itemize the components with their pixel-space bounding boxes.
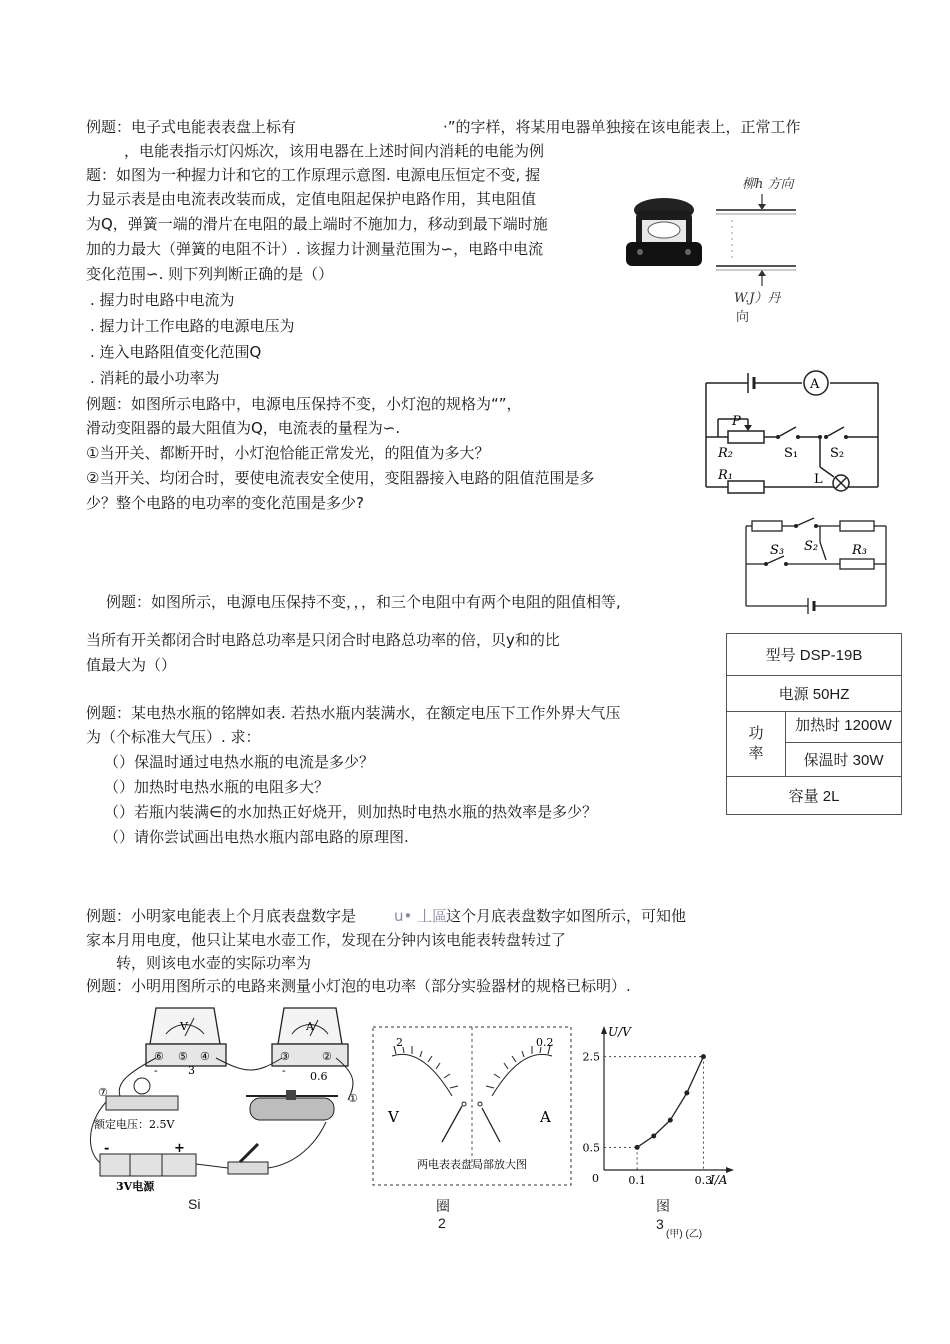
terminal-1: ① <box>348 1092 358 1105</box>
terminal-3: ③ <box>280 1050 290 1063</box>
ex6-line3: 转，则该电水壶的实际功率为 <box>116 954 312 972</box>
figure3-caption-c: (甲) (乙) <box>666 1229 703 1240</box>
s2-label: S₂ <box>830 446 845 461</box>
x-tick-label: 0.1 <box>628 1174 646 1187</box>
ex2-line: 题：如图为一种握力计和它的工作原理示意图. 电源电压恒定不变, 握 <box>86 166 541 184</box>
dial-v-label: V <box>388 1108 399 1126</box>
ex2-option: . 连入电路阻值变化范围Q <box>90 343 262 361</box>
ex3-line: ②当开关、均闭合时，要使电流表安全使用，变阻器接入电路的阻值范围是多 <box>86 469 595 487</box>
ex5-question: （）请你尝试画出电热水瓶内部电路的原理图. <box>104 828 409 846</box>
ex3-line: 少？整个电路的电功率的变化范围是多少? <box>86 494 364 512</box>
data-point <box>701 1054 706 1059</box>
grip-schematic <box>712 172 822 332</box>
ex4-line: 值最大为（） <box>86 656 177 674</box>
minus-v: - <box>154 1064 158 1077</box>
v-range-3: 3 <box>188 1064 195 1077</box>
ex3-line: 例题：如图所示电路中，电源电压保持不变，小灯泡的规格为“”， <box>86 395 522 413</box>
ex4-line: 当所有开关都闭合时电路总功率是只闭合时电路总功率的倍，贝y和的比 <box>86 631 560 649</box>
ex4-line: 例题：如图所示，电源电压保持不变，，，和三个电阻中有两个电阻的阻值相等, <box>106 593 621 611</box>
x-tick-label: 0.3 <box>694 1174 713 1187</box>
terminal-5: ⑤ <box>178 1050 188 1063</box>
origin-label: 0 <box>592 1172 599 1185</box>
s2-label-fig2: S₂ <box>804 539 819 554</box>
ex5-question: （）加热时电热水瓶的电阻多大？ <box>104 778 330 796</box>
figure3-caption-a: 图 <box>656 1198 670 1214</box>
battery-minus: - <box>104 1141 110 1156</box>
ex5-line: 为（个标准大气压）. 求： <box>86 728 261 746</box>
power-label-a: 功 <box>748 725 764 742</box>
ex6-meter-reading: u• 丄區 <box>394 907 448 925</box>
terminal-7: ⑦ <box>98 1086 108 1099</box>
ex5-question: （）保温时通过电热水瓶的电流是多少？ <box>104 753 375 771</box>
s3-label: S₃ <box>770 543 785 558</box>
ammeter-label: A <box>810 377 820 392</box>
y-axis-arrow <box>601 1026 607 1034</box>
ex1-line1-end: ·”的字样，将某用电器单独接在该电能表上，正常工作 <box>443 118 801 136</box>
capacity-cell: 容量 2L <box>727 777 902 815</box>
bottom-force-label: W.J）丹 <box>734 291 781 306</box>
data-point <box>668 1118 673 1123</box>
y-tick-label: 0.5 <box>582 1141 600 1155</box>
data-point <box>684 1090 689 1095</box>
supply-cell: 电源 50HZ <box>727 676 902 712</box>
data-point <box>635 1145 640 1150</box>
source-label: 3V电源 <box>116 1180 155 1193</box>
ex6-line2: 家本月用电度，他只让某电水壶工作，发现在分钟内该电能表转盘转过了 <box>86 931 567 949</box>
nameplate-table <box>726 633 902 815</box>
ex7-line1: 例题：小明用图所示的电路来测量小灯泡的电功率（部分实验器材的规格已标明）. <box>86 977 631 995</box>
figure3-caption-b: 3 <box>656 1216 664 1232</box>
lamp-label: L <box>814 472 823 487</box>
ex2-line: 为Q，弹簧一端的滑片在电阻的最上端时不施加力，移动到最下端时施 <box>86 215 548 233</box>
ex3-line: 滑动变阻器的最大阻值为Q，电流表的量程为∽. <box>86 419 401 437</box>
circuit-diagram-1 <box>698 365 888 500</box>
figure2-caption-a: 圈 <box>436 1198 450 1214</box>
figure2-caption-b: 2 <box>438 1215 446 1231</box>
power-label-cell <box>727 712 786 777</box>
ex1-line2: ，电能表指示灯闪烁次，该用电器在上述时间内消耗的电能为例 <box>124 142 545 160</box>
ex1-line1: 例题：电子式电能表表盘上标有 <box>86 118 297 136</box>
ex5-line: 例题：某电热水瓶的铭牌如表. 若热水瓶内装满水，在额定电压下工作外界大气压 <box>86 704 621 722</box>
r2-label: R₂ <box>718 446 733 461</box>
ex2-line: 变化范围∽. 则下列判断正确的是（） <box>86 265 334 283</box>
ex2-line: 加的力最大（弹簧的电阻不计）. 该握力计测量范围为∽，电路中电流 <box>86 240 544 258</box>
u-i-chart <box>582 1022 746 1194</box>
ex3-line: ①当开关、都断开时，小灯泡恰能正常发光，的阻值为多大？ <box>86 444 490 462</box>
ex2-option: . 握力时电路中电流为 <box>90 291 235 309</box>
s1-label: S₁ <box>784 446 799 461</box>
dial-a-scale: 0.2 <box>536 1036 554 1049</box>
circuit-diagram-2 <box>740 512 892 614</box>
a-range-06: 0.6 <box>310 1070 328 1083</box>
x-axis-label: I/A <box>710 1173 728 1187</box>
ex2-option: . 握力计工作电路的电源电压为 <box>90 317 295 335</box>
grip-dynamometer-image <box>618 192 710 272</box>
top-force-label: 柳h 方向 <box>742 177 794 192</box>
ex5-question: （）若瓶内装满∈的水加热正好烧开，则加热时电热水瓶的热效率是多少？ <box>104 803 598 821</box>
r1-label: R₁ <box>718 468 733 483</box>
meter-dials-figure <box>372 1026 572 1186</box>
minus-a: - <box>282 1064 286 1077</box>
ex6-line1: 例题：小明家电能表上个月底表盘数字是 <box>86 907 357 925</box>
y-tick-label: 2.5 <box>582 1050 600 1064</box>
power-label-b: 率 <box>748 745 764 762</box>
ex2-option: . 消耗的最小功率为 <box>90 369 220 387</box>
dial-caption: 两电表表盘局部放大图 <box>417 1158 527 1171</box>
battery-plus: + <box>174 1141 185 1156</box>
bottom-force-label2: 向 <box>736 310 750 325</box>
heating-text: 加热时 1200W <box>795 717 892 734</box>
ex2-line: 力显示表是由电流表改装而成，定值电阻起保护电路作用，其电阻值 <box>86 190 537 208</box>
terminal-2: ② <box>322 1050 332 1063</box>
series-line <box>637 1057 703 1148</box>
y-axis-label: U/V <box>608 1025 631 1039</box>
slider-p-label: P <box>732 414 741 429</box>
experiment-apparatus-figure <box>86 1004 368 1196</box>
dial-a-label: A <box>540 1108 551 1126</box>
model-cell: 型号 DSP-19B <box>727 634 902 676</box>
figure1-caption: Si <box>188 1196 201 1212</box>
ex6-line1-end: 这个月底表盘数字如图所示，可知他 <box>446 907 687 925</box>
ammeter-meter-label: A <box>306 1020 314 1033</box>
keep-warm-cell: 保温时 30W <box>786 743 902 777</box>
voltmeter-label: V <box>180 1020 188 1033</box>
r3-label: R₃ <box>852 543 867 558</box>
rated-voltage-label: 额定电压：2.5V <box>94 1118 175 1131</box>
data-point <box>651 1134 656 1139</box>
terminal-4: ④ <box>200 1050 210 1063</box>
heating-cell <box>786 712 902 743</box>
terminal-6: ⑥ <box>154 1050 164 1063</box>
dial-v-scale: 2 <box>396 1036 403 1049</box>
